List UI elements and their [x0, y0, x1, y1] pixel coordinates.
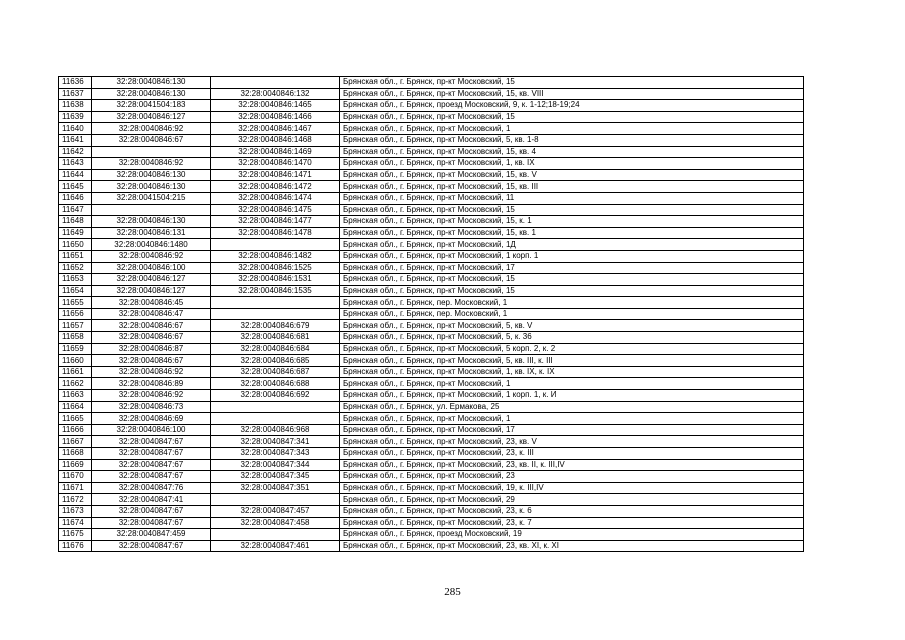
parcel-number-cell: 32:28:0041504:215	[92, 192, 211, 204]
row-number-cell: 11674	[59, 517, 92, 529]
table-row	[59, 297, 804, 309]
address-cell: Брянская обл., г. Брянск, пр-кт Московский, 15, к. 1	[340, 216, 804, 228]
object-number-cell: 32:28:0040846:679	[211, 320, 340, 332]
table-row	[59, 413, 804, 425]
address-cell: Брянская обл., г. Брянск, пр-кт Московский, 5, кв. V	[340, 320, 804, 332]
table-row	[59, 239, 804, 251]
object-number-cell: 32:28:0040846:1468	[211, 134, 340, 146]
address-cell: Брянская обл., г. Брянск, пр-кт Московский, 23, к. 7	[340, 517, 804, 529]
table-row	[59, 401, 804, 413]
row-number-cell: 11644	[59, 169, 92, 181]
address-cell: Брянская обл., г. Брянск, пр-кт Московский, 15	[340, 111, 804, 123]
parcel-number-cell: 32:28:0040846:92	[92, 123, 211, 135]
address-cell: Брянская обл., г. Брянск, проезд Московский, 19	[340, 529, 804, 541]
row-number-cell: 11664	[59, 401, 92, 413]
object-number-cell	[211, 401, 340, 413]
object-number-cell	[211, 297, 340, 309]
row-number-cell: 11667	[59, 436, 92, 448]
parcel-number-cell: 32:28:0040846:92	[92, 366, 211, 378]
table-row	[59, 250, 804, 262]
object-number-cell	[211, 308, 340, 320]
object-number-cell: 32:28:0040846:1471	[211, 169, 340, 181]
parcel-number-cell: 32:28:0040847:459	[92, 529, 211, 541]
address-cell: Брянская обл., г. Брянск, пр-кт Московский, 1	[340, 123, 804, 135]
address-cell: Брянская обл., г. Брянск, проезд Московский, 9, к. 1-12;18-19;24	[340, 100, 804, 112]
table-row	[59, 111, 804, 123]
parcel-number-cell: 32:28:0040847:76	[92, 482, 211, 494]
row-number-cell: 11647	[59, 204, 92, 216]
address-cell: Брянская обл., г. Брянск, пр-кт Московский, 11	[340, 192, 804, 204]
cadastral-table	[58, 76, 804, 552]
table-row	[59, 158, 804, 170]
row-number-cell: 11675	[59, 529, 92, 541]
parcel-number-cell: 32:28:0040846:127	[92, 285, 211, 297]
row-number-cell: 11640	[59, 123, 92, 135]
row-number-cell: 11641	[59, 134, 92, 146]
parcel-number-cell: 32:28:0040846:69	[92, 413, 211, 425]
address-cell: Брянская обл., г. Брянск, пр-кт Московский, 15, кв. 1	[340, 227, 804, 239]
page-number: 285	[444, 586, 461, 598]
table-row	[59, 448, 804, 460]
address-cell: Брянская обл., г. Брянск, пр-кт Московский, 17	[340, 262, 804, 274]
parcel-number-cell: 32:28:0040846:67	[92, 332, 211, 344]
table-row	[59, 366, 804, 378]
row-number-cell: 11670	[59, 471, 92, 483]
table-row	[59, 494, 804, 506]
row-number-cell: 11660	[59, 355, 92, 367]
row-number-cell: 11650	[59, 239, 92, 251]
table-row	[59, 77, 804, 89]
parcel-number-cell: 32:28:0040846:92	[92, 158, 211, 170]
row-number-cell: 11676	[59, 540, 92, 552]
row-number-cell: 11663	[59, 390, 92, 402]
object-number-cell: 32:28:0040846:681	[211, 332, 340, 344]
object-number-cell: 32:28:0040846:1465	[211, 100, 340, 112]
row-number-cell: 11643	[59, 158, 92, 170]
address-cell: Брянская обл., г. Брянск, пер. Московский, 1	[340, 297, 804, 309]
parcel-number-cell: 32:28:0040846:127	[92, 111, 211, 123]
parcel-number-cell: 32:28:0040846:45	[92, 297, 211, 309]
address-cell: Брянская обл., г. Брянск, пр-кт Московский, 5, кв. III, к. III	[340, 355, 804, 367]
object-number-cell: 32:28:0040847:458	[211, 517, 340, 529]
address-cell: Брянская обл., г. Брянск, пр-кт Московский, 1Д	[340, 239, 804, 251]
table-row	[59, 146, 804, 158]
object-number-cell: 32:28:0040846:688	[211, 378, 340, 390]
address-cell: Брянская обл., г. Брянск, пр-кт Московский, 1, кв. IX, к. IX	[340, 366, 804, 378]
row-number-cell: 11636	[59, 77, 92, 89]
row-number-cell: 11657	[59, 320, 92, 332]
row-number-cell: 11656	[59, 308, 92, 320]
object-number-cell: 32:28:0040847:345	[211, 471, 340, 483]
row-number-cell: 11661	[59, 366, 92, 378]
row-number-cell: 11651	[59, 250, 92, 262]
address-cell: Брянская обл., г. Брянск, пр-кт Московский, 15, кв. 4	[340, 146, 804, 158]
row-number-cell: 11648	[59, 216, 92, 228]
parcel-number-cell: 32:28:0040846:130	[92, 77, 211, 89]
table-row	[59, 204, 804, 216]
object-number-cell: 32:28:0040846:1482	[211, 250, 340, 262]
address-cell: Брянская обл., г. Брянск, пр-кт Московский, 23, к. 6	[340, 505, 804, 517]
parcel-number-cell: 32:28:0040847:67	[92, 505, 211, 517]
object-number-cell	[211, 413, 340, 425]
parcel-number-cell: 32:28:0040846:130	[92, 169, 211, 181]
object-number-cell: 32:28:0040846:1470	[211, 158, 340, 170]
address-cell: Брянская обл., г. Брянск, пр-кт Московский, 15, кв. V	[340, 169, 804, 181]
address-cell: Брянская обл., г. Брянск, пр-кт Московский, 1 корп. 1, к. И	[340, 390, 804, 402]
table-row	[59, 192, 804, 204]
table-row	[59, 436, 804, 448]
row-number-cell: 11659	[59, 343, 92, 355]
object-number-cell: 32:28:0040847:344	[211, 459, 340, 471]
address-cell: Брянская обл., г. Брянск, пер. Московский, 1	[340, 308, 804, 320]
table-row	[59, 123, 804, 135]
object-number-cell: 32:28:0040846:1469	[211, 146, 340, 158]
table-row	[59, 471, 804, 483]
row-number-cell: 11665	[59, 413, 92, 425]
object-number-cell: 32:28:0040846:968	[211, 424, 340, 436]
parcel-number-cell: 32:28:0040846:1480	[92, 239, 211, 251]
parcel-number-cell: 32:28:0040846:92	[92, 250, 211, 262]
object-number-cell: 32:28:0040846:1467	[211, 123, 340, 135]
object-number-cell: 32:28:0040846:1472	[211, 181, 340, 193]
table-row	[59, 262, 804, 274]
row-number-cell: 11666	[59, 424, 92, 436]
address-cell: Брянская обл., г. Брянск, пр-кт Московский, 1, кв. IX	[340, 158, 804, 170]
parcel-number-cell: 32:28:0040846:100	[92, 424, 211, 436]
address-cell: Брянская обл., г. Брянск, пр-кт Московский, 23, кв. V	[340, 436, 804, 448]
object-number-cell	[211, 77, 340, 89]
table-row	[59, 517, 804, 529]
parcel-number-cell: 32:28:0040847:67	[92, 540, 211, 552]
table-row	[59, 181, 804, 193]
table-row	[59, 88, 804, 100]
object-number-cell: 32:28:0040846:684	[211, 343, 340, 355]
parcel-number-cell: 32:28:0040846:100	[92, 262, 211, 274]
table-row	[59, 100, 804, 112]
address-cell: Брянская обл., г. Брянск, пр-кт Московский, 5, кв. 1-8	[340, 134, 804, 146]
address-cell: Брянская обл., г. Брянск, пр-кт Московский, 15	[340, 77, 804, 89]
address-cell: Брянская обл., г. Брянск, пр-кт Московский, 15, кв. III	[340, 181, 804, 193]
row-number-cell: 11639	[59, 111, 92, 123]
address-cell: Брянская обл., г. Брянск, пр-кт Московский, 1	[340, 378, 804, 390]
parcel-number-cell: 32:28:0041504:183	[92, 100, 211, 112]
row-number-cell: 11662	[59, 378, 92, 390]
parcel-number-cell: 32:28:0040846:67	[92, 355, 211, 367]
table-row	[59, 529, 804, 541]
row-number-cell: 11672	[59, 494, 92, 506]
object-number-cell: 32:28:0040846:1478	[211, 227, 340, 239]
parcel-number-cell: 32:28:0040846:130	[92, 216, 211, 228]
object-number-cell: 32:28:0040846:1535	[211, 285, 340, 297]
parcel-number-cell: 32:28:0040846:87	[92, 343, 211, 355]
row-number-cell: 11653	[59, 274, 92, 286]
table-row	[59, 424, 804, 436]
row-number-cell: 11645	[59, 181, 92, 193]
table-row	[59, 308, 804, 320]
row-number-cell: 11669	[59, 459, 92, 471]
row-number-cell: 11673	[59, 505, 92, 517]
row-number-cell: 11658	[59, 332, 92, 344]
object-number-cell: 32:28:0040846:1531	[211, 274, 340, 286]
table-row	[59, 274, 804, 286]
object-number-cell: 32:28:0040847:351	[211, 482, 340, 494]
table-row	[59, 343, 804, 355]
parcel-number-cell: 32:28:0040846:89	[92, 378, 211, 390]
address-cell: Брянская обл., г. Брянск, ул. Ермакова, 25	[340, 401, 804, 413]
table-row	[59, 378, 804, 390]
parcel-number-cell: 32:28:0040847:41	[92, 494, 211, 506]
object-number-cell: 32:28:0040846:1466	[211, 111, 340, 123]
parcel-number-cell: 32:28:0040847:67	[92, 436, 211, 448]
object-number-cell	[211, 494, 340, 506]
object-number-cell: 32:28:0040847:341	[211, 436, 340, 448]
parcel-number-cell: 32:28:0040846:73	[92, 401, 211, 413]
address-cell: Брянская обл., г. Брянск, пр-кт Московский, 19, к. III,IV	[340, 482, 804, 494]
table-row	[59, 169, 804, 181]
address-cell: Брянская обл., г. Брянск, пр-кт Московский, 15	[340, 285, 804, 297]
address-cell: Брянская обл., г. Брянск, пр-кт Московский, 29	[340, 494, 804, 506]
address-cell: Брянская обл., г. Брянск, пр-кт Московский, 23	[340, 471, 804, 483]
table-row	[59, 505, 804, 517]
parcel-number-cell: 32:28:0040846:47	[92, 308, 211, 320]
object-number-cell	[211, 529, 340, 541]
row-number-cell: 11646	[59, 192, 92, 204]
row-number-cell: 11671	[59, 482, 92, 494]
table-row	[59, 355, 804, 367]
parcel-number-cell: 32:28:0040847:67	[92, 448, 211, 460]
address-cell: Брянская обл., г. Брянск, пр-кт Московский, 15	[340, 204, 804, 216]
table-row	[59, 482, 804, 494]
object-number-cell: 32:28:0040847:343	[211, 448, 340, 460]
parcel-number-cell: 32:28:0040846:92	[92, 390, 211, 402]
table-body	[59, 77, 804, 552]
address-cell: Брянская обл., г. Брянск, пр-кт Московский, 23, кв. XI, к. XI	[340, 540, 804, 552]
parcel-number-cell	[92, 146, 211, 158]
table-row	[59, 390, 804, 402]
parcel-number-cell: 32:28:0040846:67	[92, 134, 211, 146]
parcel-number-cell: 32:28:0040846:127	[92, 274, 211, 286]
row-number-cell: 11655	[59, 297, 92, 309]
address-cell: Брянская обл., г. Брянск, пр-кт Московский, 23, кв. II, к. III,IV	[340, 459, 804, 471]
table-row	[59, 227, 804, 239]
table-row	[59, 216, 804, 228]
object-number-cell: 32:28:0040846:1474	[211, 192, 340, 204]
address-cell: Брянская обл., г. Брянск, пр-кт Московский, 17	[340, 424, 804, 436]
row-number-cell: 11637	[59, 88, 92, 100]
address-cell: Брянская обл., г. Брянск, пр-кт Московский, 5 корп. 2, к. 2	[340, 343, 804, 355]
object-number-cell	[211, 239, 340, 251]
row-number-cell: 11638	[59, 100, 92, 112]
row-number-cell: 11668	[59, 448, 92, 460]
parcel-number-cell: 32:28:0040846:131	[92, 227, 211, 239]
row-number-cell: 11649	[59, 227, 92, 239]
table-row	[59, 540, 804, 552]
row-number-cell: 11654	[59, 285, 92, 297]
parcel-number-cell: 32:28:0040846:130	[92, 88, 211, 100]
object-number-cell: 32:28:0040847:461	[211, 540, 340, 552]
address-cell: Брянская обл., г. Брянск, пр-кт Московский, 5, к. 36	[340, 332, 804, 344]
object-number-cell: 32:28:0040846:132	[211, 88, 340, 100]
object-number-cell: 32:28:0040846:1475	[211, 204, 340, 216]
object-number-cell: 32:28:0040846:692	[211, 390, 340, 402]
parcel-number-cell	[92, 204, 211, 216]
table-row	[59, 285, 804, 297]
table-row	[59, 320, 804, 332]
object-number-cell: 32:28:0040846:685	[211, 355, 340, 367]
object-number-cell: 32:28:0040846:687	[211, 366, 340, 378]
address-cell: Брянская обл., г. Брянск, пр-кт Московский, 23, к. III	[340, 448, 804, 460]
parcel-number-cell: 32:28:0040846:67	[92, 320, 211, 332]
row-number-cell: 11652	[59, 262, 92, 274]
address-cell: Брянская обл., г. Брянск, пр-кт Московский, 1	[340, 413, 804, 425]
table-row	[59, 459, 804, 471]
table-row	[59, 134, 804, 146]
address-cell: Брянская обл., г. Брянск, пр-кт Московский, 15, кв. VIII	[340, 88, 804, 100]
object-number-cell: 32:28:0040846:1525	[211, 262, 340, 274]
row-number-cell: 11642	[59, 146, 92, 158]
object-number-cell: 32:28:0040846:1477	[211, 216, 340, 228]
parcel-number-cell: 32:28:0040847:67	[92, 459, 211, 471]
parcel-number-cell: 32:28:0040846:130	[92, 181, 211, 193]
address-cell: Брянская обл., г. Брянск, пр-кт Московский, 15	[340, 274, 804, 286]
object-number-cell: 32:28:0040847:457	[211, 505, 340, 517]
parcel-number-cell: 32:28:0040847:67	[92, 517, 211, 529]
table-row	[59, 332, 804, 344]
parcel-number-cell: 32:28:0040847:67	[92, 471, 211, 483]
address-cell: Брянская обл., г. Брянск, пр-кт Московский, 1 корп. 1	[340, 250, 804, 262]
